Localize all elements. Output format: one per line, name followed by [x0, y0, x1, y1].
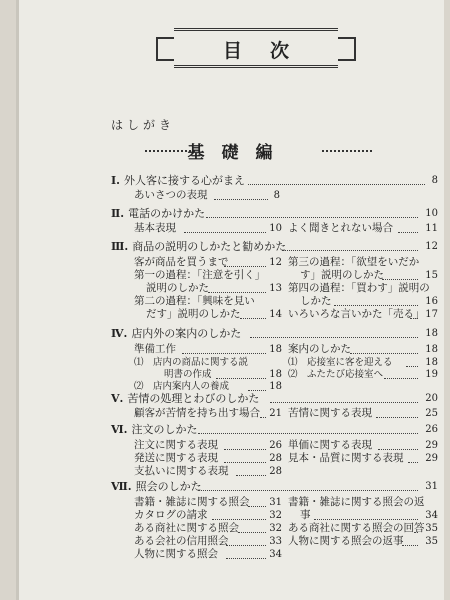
- item-c3-5-page: 14: [269, 309, 282, 320]
- item-c1-1: あいさつの表現: [134, 189, 208, 201]
- item-c4-3: 明書の作成: [164, 369, 212, 380]
- leader: [182, 353, 266, 354]
- item-c3-4: 第二の過程：「興味を見い: [134, 295, 255, 307]
- item-c4-1: 準備工作: [134, 343, 176, 355]
- item-c4-1-page: 18: [269, 344, 282, 355]
- item-c7-9-page: 35: [425, 536, 438, 547]
- leader: [408, 462, 418, 463]
- item-c3-10-page: 17: [425, 309, 438, 320]
- leader: [216, 378, 266, 379]
- leader: [350, 353, 418, 354]
- item-c3-3: 説明のしかた: [146, 282, 209, 294]
- leader: [378, 449, 418, 450]
- item-c7-2: カタログの請求: [134, 509, 208, 521]
- item-c7-7-page: 34: [425, 510, 438, 521]
- item-c3-3-page: 13: [269, 283, 282, 294]
- chapter-1: Ⅰ. 外人客に接する心がまえ: [111, 174, 245, 187]
- item-c6-2: 発送に関する表現: [134, 452, 218, 464]
- leader: [384, 378, 418, 379]
- chapter-1-page: 8: [431, 175, 438, 186]
- chapter-6: Ⅵ. 注文のしかた: [111, 423, 198, 436]
- leader: [184, 232, 266, 233]
- book-page: [16, 0, 444, 600]
- item-c7-3: ある商社に関する照会: [134, 522, 239, 534]
- leader: [270, 402, 418, 403]
- item-c7-7: 事: [300, 509, 311, 521]
- item-c6-1-page: 26: [269, 440, 282, 451]
- chapter-4-page: 18: [425, 328, 438, 339]
- chapter-7-page: 31: [425, 481, 438, 492]
- leader: [248, 506, 266, 507]
- leader: [224, 449, 266, 450]
- leader: [198, 433, 418, 434]
- item-c7-4-page: 33: [269, 536, 282, 547]
- leader: [236, 475, 266, 476]
- item-c2-1-page: 10: [269, 223, 282, 234]
- item-c7-5-page: 34: [269, 549, 282, 560]
- leader: [238, 532, 266, 533]
- leader: [214, 199, 268, 200]
- title-frame: [174, 28, 338, 68]
- item-c4-2: ⑴ 店内の商品に関する説: [134, 357, 249, 368]
- leader: [250, 337, 418, 338]
- item-c4-4-page: 18: [269, 381, 282, 392]
- item-c7-3-page: 32: [269, 523, 282, 534]
- leader: [198, 490, 418, 491]
- item-c3-2: 第一の過程：「注意を引く」: [134, 269, 266, 281]
- ornament-right: [322, 150, 372, 152]
- leader: [376, 417, 418, 418]
- item-c7-8: ある商社に関する照会の回答: [288, 522, 425, 534]
- item-c6-3: 支払いに関する表現: [134, 465, 229, 477]
- item-c3-7: す」説明のしかた: [300, 269, 384, 281]
- item-c6-5-page: 29: [425, 453, 438, 464]
- chapter-5-page: 20: [425, 393, 438, 404]
- item-c3-6: 第三の過程：「欲望をいだか: [288, 256, 420, 268]
- item-c6-1: 注文に関する表現: [134, 439, 218, 451]
- item-c7-5: 人物に関する照会: [134, 548, 218, 560]
- leader: [224, 462, 266, 463]
- item-c7-1: 書籍・雑誌に関する照会: [134, 496, 250, 508]
- chapter-5: Ⅴ. 苦情の処理とわびのしかた: [111, 392, 260, 405]
- item-c5-2-page: 25: [425, 408, 438, 419]
- page-title: 目次: [222, 40, 317, 62]
- item-c6-3-page: 28: [269, 466, 282, 477]
- leader: [240, 318, 266, 319]
- item-c6-4-page: 29: [425, 440, 438, 451]
- item-c6-5: 見本・品質に関する表現: [288, 452, 404, 464]
- leader: [224, 266, 266, 267]
- item-c5-1-page: 21: [269, 408, 282, 419]
- item-c2-1: 基本表現: [134, 222, 176, 234]
- item-c4-5-page: 18: [425, 344, 438, 355]
- item-c7-2-page: 32: [269, 510, 282, 521]
- item-c6-2-page: 28: [269, 453, 282, 464]
- leader: [282, 250, 418, 251]
- leader: [382, 279, 418, 280]
- item-c3-5: だす」説明のしかた: [146, 308, 241, 320]
- item-c4-7: ⑵ ふたたび応接室へ: [288, 369, 384, 380]
- leader: [248, 184, 425, 185]
- item-c7-6: 書籍・雑誌に関する照会の返: [288, 496, 425, 508]
- chapter-7: Ⅶ. 照会のしかた: [111, 480, 202, 493]
- leader: [248, 390, 266, 391]
- item-c7-4: ある会社の信用照会: [134, 535, 229, 547]
- item-c3-7-page: 15: [425, 270, 438, 281]
- chapter-2: Ⅱ. 電話のかけかた: [111, 207, 206, 220]
- item-c7-1-page: 31: [269, 497, 282, 508]
- item-c5-1: 顧客が苦情を持ち出す場合: [134, 407, 260, 419]
- item-c4-5: 案内のしかた: [288, 343, 351, 355]
- item-c4-4: ⑵ 店内案内人の養成: [134, 381, 230, 392]
- item-c2-2-page: 11: [425, 223, 438, 234]
- item-c4-6-page: 18: [425, 357, 438, 368]
- item-c6-4: 単価に関する表現: [288, 439, 372, 451]
- leader: [212, 519, 266, 520]
- section-title: 基礎編: [187, 143, 290, 163]
- leader: [226, 545, 266, 546]
- item-c3-8: 第四の過程：「買わす」説明の: [288, 282, 430, 294]
- chapter-2-page: 10: [425, 208, 438, 219]
- item-c4-6: ⑴ 応接室に客を迎える: [288, 357, 393, 368]
- item-c3-1-page: 12: [269, 257, 282, 268]
- item-c3-9: しかた: [300, 295, 332, 307]
- item-c3-9-page: 16: [425, 296, 438, 307]
- leader: [226, 558, 266, 559]
- leader: [334, 305, 418, 306]
- item-c3-10: いろいろな言いかた「売る」: [288, 308, 425, 320]
- leader: [314, 519, 418, 520]
- leader: [406, 366, 418, 367]
- chapter-4: Ⅳ. 店内外の案内のしかた: [111, 327, 242, 340]
- chapter-3: Ⅲ. 商品の説明のしかたと勧めかた: [111, 240, 287, 253]
- leader: [208, 292, 266, 293]
- item-c4-3-page: 18: [269, 369, 282, 380]
- leader: [410, 318, 418, 319]
- leader: [398, 232, 418, 233]
- item-c7-9: 人物に関する照会の返事: [288, 535, 404, 547]
- leader: [206, 217, 418, 218]
- item-c2-2: よく聞きとれない場合: [288, 222, 393, 234]
- preface-entry: はしがき: [111, 118, 176, 132]
- chapter-6-page: 26: [425, 424, 438, 435]
- item-c5-2: 苦情に関する表現: [288, 407, 372, 419]
- item-c4-7-page: 19: [425, 369, 438, 380]
- leader: [402, 545, 418, 546]
- item-c1-1-page: 8: [273, 190, 280, 201]
- item-c3-1: 客が商品を買うまで: [134, 256, 229, 268]
- chapter-3-page: 12: [425, 241, 438, 252]
- item-c7-8-page: 35: [425, 523, 438, 534]
